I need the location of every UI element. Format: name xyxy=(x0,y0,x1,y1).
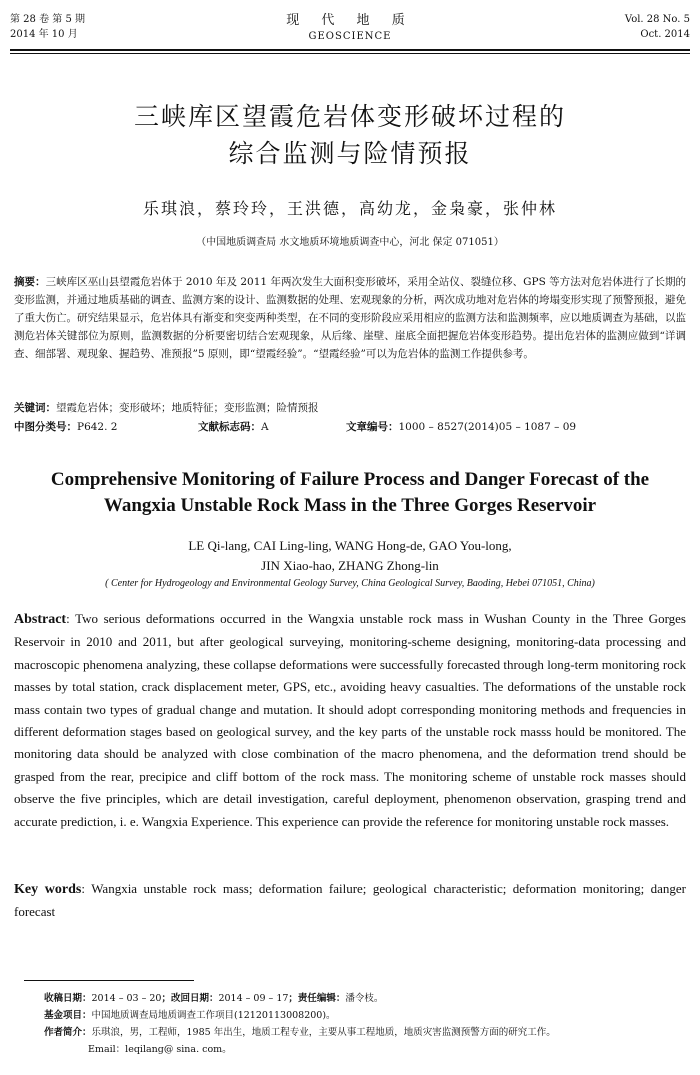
clc-label: 中图分类号： xyxy=(14,421,77,433)
keywords-en-label: Key words xyxy=(14,882,82,897)
article-value: 1000 – 8527(2014)05 – 1087 – 09 xyxy=(398,421,577,433)
doc-label: 文献标志码： xyxy=(198,421,261,433)
document-code xyxy=(198,418,269,436)
clc-number xyxy=(14,418,117,436)
keywords-cn xyxy=(14,399,686,417)
title-cn-line2: 综合监测与险情预报 xyxy=(228,139,472,168)
keywords-en xyxy=(14,878,686,924)
abstract-cn-label: 摘要： xyxy=(14,276,46,288)
title-en-line2: Wangxia Unstable Rock Mass in the Three Gorges Reservoir xyxy=(103,495,597,516)
authors-en xyxy=(0,536,700,576)
header-right xyxy=(625,12,690,42)
affiliation-cn: （中国地质调查局 水文地质环境地质调查中心，河北 保定 071051） xyxy=(196,237,504,248)
editor-label: ；责任编辑： xyxy=(288,993,346,1004)
title-en xyxy=(10,467,690,519)
header-volume-en: Vol. 28 No. 5 xyxy=(624,14,690,25)
keywords-cn-label: 关键词： xyxy=(14,402,56,414)
received-label: 收稿日期： xyxy=(44,993,92,1004)
header-date-cn: 2014 年 10 月 xyxy=(10,29,78,40)
affiliation-en: ( Center for Hydrogeology and Environmental Geology Survey, China Geological Survey, Baoding, Hebei 071051, China) xyxy=(105,578,595,589)
journal-name-cn: 现 代 地 质 xyxy=(286,13,414,28)
abstract-en-label: Abstract xyxy=(14,612,67,627)
keywords-cn-text: 望霞危岩体；变形破坏；地质特征；变形监测；险情预报 xyxy=(56,402,319,414)
fund-label: 基金项目： xyxy=(44,1010,92,1021)
title-cn xyxy=(0,98,700,172)
fund-text: 中国地质调查局地质调查工作项目(12120113008200)。 xyxy=(91,1010,336,1021)
running-header xyxy=(10,12,690,46)
article-number xyxy=(346,418,576,436)
title-cn-line1: 三峡库区望霞危岩体变形破坏过程的 xyxy=(133,102,566,131)
received-date: 2014 – 03 – 20 xyxy=(91,993,162,1004)
authors-cn: 乐琪浪，蔡玲玲，王洪德，高幼龙，金枭豪，张仲林 xyxy=(142,199,557,218)
header-rule-thick xyxy=(10,49,690,51)
abstract-cn-text: 三峡库区巫山县望霞危岩体于 2010 年及 2011 年两次发生大面积变形破坏，采用全站仪、裂缝位移、GPS 等方法对危岩体进行了长期的变形监测，并通过地质基础的调查、监测方案的设计、监测数据的处理、宏观现象的分析，两次成功地对危岩体的垮塌变形实现了预警预报，避免了重大伤亡。研究结果显示，危岩体具有渐变和突变两种类型，在不同的变形阶段应采用相应的监测方法和监测频率，应以地质调查为基础，以监测危岩体关键部位为原则，监测数据的分析要密切结合宏观现象，从后缘、崖壁、崖底全面把握危岩体变形趋势。提出危岩体的监测应做到“详调查、细部署、观现象、握趋势、准预报”5 原则，即“望霞经验”。“望霞经验”可以为危岩体的监测工作提供参考。 xyxy=(14,276,687,360)
authors-en-line1: LE Qi-lang, CAI Ling-ling, WANG Hong-de, GAO You-long, xyxy=(188,538,512,553)
header-date-en: Oct. 2014 xyxy=(640,29,690,40)
clc-value: P642. 2 xyxy=(77,421,118,433)
abstract-en-text: : Two serious deformations occurred in the Wangxia unstable rock mass in Wushan County in the Three Gorges Reservoir in 2010 and 2011, but after geological surveying, monitoring-scheme designing, monitoring-data processing and macroscopic phenomena analyzing, these collapse deformations were successfully forecasted through long-term monitoring rock masses by total station, crack displacement meter, GPS, etc., avoiding heavy casualties. The deformations of the unstable rock mass contain two types of gradual change and mutation. It should adopt corresponding monitoring methods and frequencies in different deformation stages based on geological survey, and the key parts of the unstable rock masss hould be monitored. The monitoring data should be analyzed with close combination of the macro phenomena, and the deformation trend should be grasped from the rear, precipice and cliff bottom of the rock mass. The monitoring scheme of unstable rock masses should observe the five principles, which are detail investigation, careful deployment, phenomenon observation, grasping trend and accurate prediction, i. e. Wangxia Experience. This experience can provide the reference for monitoring unstable rock masses. xyxy=(14,611,686,829)
authors-en-line2: JIN Xiao-hao, ZHANG Zhong-lin xyxy=(261,558,439,573)
abstract-en xyxy=(14,608,686,833)
footnote-author xyxy=(44,1024,686,1041)
doc-value: A xyxy=(261,421,269,433)
footnote-dates xyxy=(44,990,686,1007)
revised-date: 2014 – 09 – 17 xyxy=(218,993,289,1004)
abstract-cn xyxy=(14,273,686,363)
footnote-rule xyxy=(24,980,194,981)
article-label: 文章编号： xyxy=(346,421,399,433)
journal-name-en: GEOSCIENCE xyxy=(308,31,392,42)
author-bio-label: 作者简介： xyxy=(44,1027,92,1038)
editor-name: 潘令枝。 xyxy=(345,993,384,1004)
footnotes xyxy=(44,990,686,1058)
footnote-fund xyxy=(44,1007,686,1024)
header-journal xyxy=(10,12,690,44)
footnote-email: Email：leqilang@ sina. com。 xyxy=(88,1044,232,1055)
author-bio-text: 乐琪浪，男，工程师，1985 年出生，地质工程专业，主要从事工程地质，地质灾害监测预警方面的研究工作。 xyxy=(91,1027,556,1038)
header-volume-cn: 第 28 卷 第 5 期 xyxy=(10,14,85,25)
header-rule-thin xyxy=(10,53,690,54)
title-en-line1: Comprehensive Monitoring of Failure Process and Danger Forecast of the xyxy=(50,469,650,490)
revised-label: ；改回日期： xyxy=(161,993,219,1004)
keywords-en-text: : Wangxia unstable rock mass; deformation failure; geological characteristic; deformation monitoring; danger forecast xyxy=(14,881,686,920)
